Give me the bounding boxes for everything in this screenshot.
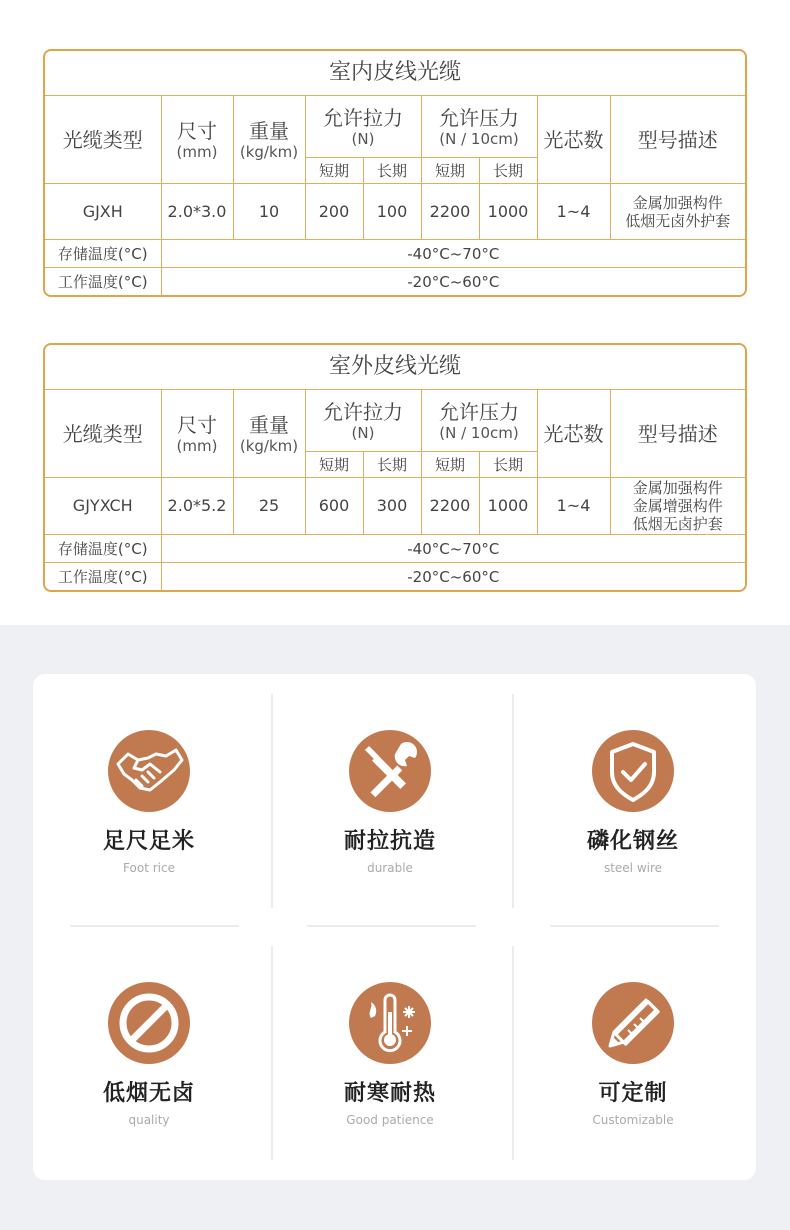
feature-name: 可定制 — [598, 1081, 668, 1106]
header-tension: 允许拉力 (N) — [305, 96, 421, 158]
header-long-term: 长期 — [479, 452, 537, 478]
handshake-icon — [108, 730, 190, 812]
header-weight: 重量 (kg/km) — [233, 390, 305, 478]
feature-subtitle: Customizable — [592, 1113, 674, 1127]
working-temp-label: 工作温度(°C) — [45, 268, 161, 296]
header-crush: 允许压力 (N / 10cm) — [421, 390, 537, 452]
cell-type: GJXH — [45, 184, 161, 240]
header-model: 型号描述 — [610, 390, 745, 478]
storage-temp-value: -40°C~70°C — [161, 240, 745, 268]
header-long-term: 长期 — [479, 158, 537, 184]
tools-icon — [349, 730, 431, 812]
header-cable-type: 光缆类型 — [45, 390, 161, 478]
table-title: 室内皮线光缆 — [45, 51, 745, 96]
header-short-term: 短期 — [305, 452, 363, 478]
feature-subtitle: Foot rice — [123, 861, 175, 875]
cell-tension-short: 600 — [305, 478, 363, 535]
feature-name: 磷化钢丝 — [586, 829, 679, 854]
storage-temp-value: -40°C~70°C — [161, 535, 745, 563]
cell-description: 金属加强构件 低烟无卤外护套 — [610, 184, 745, 240]
cell-tension-long: 100 — [363, 184, 421, 240]
feature-name: 低烟无卤 — [102, 1081, 195, 1106]
header-cable-type: 光缆类型 — [45, 96, 161, 184]
header-size: 尺寸 (mm) — [161, 390, 233, 478]
cell-size: 2.0*5.2 — [161, 478, 233, 535]
feature-name: 耐拉抗造 — [343, 829, 436, 854]
cell-cores: 1~4 — [537, 184, 610, 240]
cell-crush-long: 1000 — [479, 184, 537, 240]
feature-name: 足尺足米 — [102, 829, 195, 854]
header-cores: 光芯数 — [537, 390, 610, 478]
header-size: 尺寸 (mm) — [161, 96, 233, 184]
cell-cores: 1~4 — [537, 478, 610, 535]
working-temp-value: -20°C~60°C — [161, 563, 745, 591]
features-card — [33, 674, 756, 1180]
cell-tension-short: 200 — [305, 184, 363, 240]
header-short-term: 短期 — [421, 158, 479, 184]
feature-subtitle: Good patience — [346, 1113, 434, 1127]
divider — [271, 946, 273, 1160]
header-model: 型号描述 — [610, 96, 745, 184]
header-short-term: 短期 — [421, 452, 479, 478]
header-short-term: 短期 — [305, 158, 363, 184]
cell-type: GJYXCH — [45, 478, 161, 535]
cell-size: 2.0*3.0 — [161, 184, 233, 240]
header-long-term: 长期 — [363, 158, 421, 184]
feature-subtitle: steel wire — [603, 861, 663, 875]
feature-item — [553, 982, 713, 1127]
feature-item — [69, 982, 229, 1127]
working-temp-label: 工作温度(°C) — [45, 563, 161, 591]
thermometer-icon — [349, 982, 431, 1064]
divider — [271, 694, 273, 908]
divider — [70, 925, 239, 927]
cell-tension-long: 300 — [363, 478, 421, 535]
cell-description: 金属加强构件 金属增强构件 低烟无卤护套 — [610, 478, 745, 535]
header-long-term: 长期 — [363, 452, 421, 478]
feature-subtitle: durable — [367, 861, 413, 875]
feature-item — [69, 730, 229, 875]
header-cores: 光芯数 — [537, 96, 610, 184]
divider — [512, 946, 514, 1160]
cell-weight: 10 — [233, 184, 305, 240]
header-tension: 允许拉力 (N) — [305, 390, 421, 452]
prohibited-icon — [108, 982, 190, 1064]
feature-subtitle: quality — [128, 1113, 170, 1127]
storage-temp-label: 存储温度(°C) — [45, 240, 161, 268]
feature-item — [310, 982, 470, 1127]
cell-crush-short: 2200 — [421, 478, 479, 535]
shield-check-icon — [592, 730, 674, 812]
features-section — [0, 625, 790, 1230]
table-row — [45, 478, 745, 535]
table-title: 室外皮线光缆 — [45, 345, 745, 390]
feature-name: 耐寒耐热 — [343, 1081, 436, 1106]
header-crush: 允许压力 (N / 10cm) — [421, 96, 537, 158]
ruler-pencil-icon — [592, 982, 674, 1064]
outdoor-spec-table — [43, 343, 747, 592]
divider — [307, 925, 476, 927]
indoor-spec-table — [43, 49, 747, 297]
divider — [512, 694, 514, 908]
feature-item — [553, 730, 713, 875]
cell-weight: 25 — [233, 478, 305, 535]
working-temp-value: -20°C~60°C — [161, 268, 745, 296]
cell-crush-long: 1000 — [479, 478, 537, 535]
storage-temp-label: 存储温度(°C) — [45, 535, 161, 563]
table-row — [45, 184, 745, 240]
header-weight: 重量 (kg/km) — [233, 96, 305, 184]
cell-crush-short: 2200 — [421, 184, 479, 240]
feature-item — [310, 730, 470, 875]
divider — [550, 925, 719, 927]
